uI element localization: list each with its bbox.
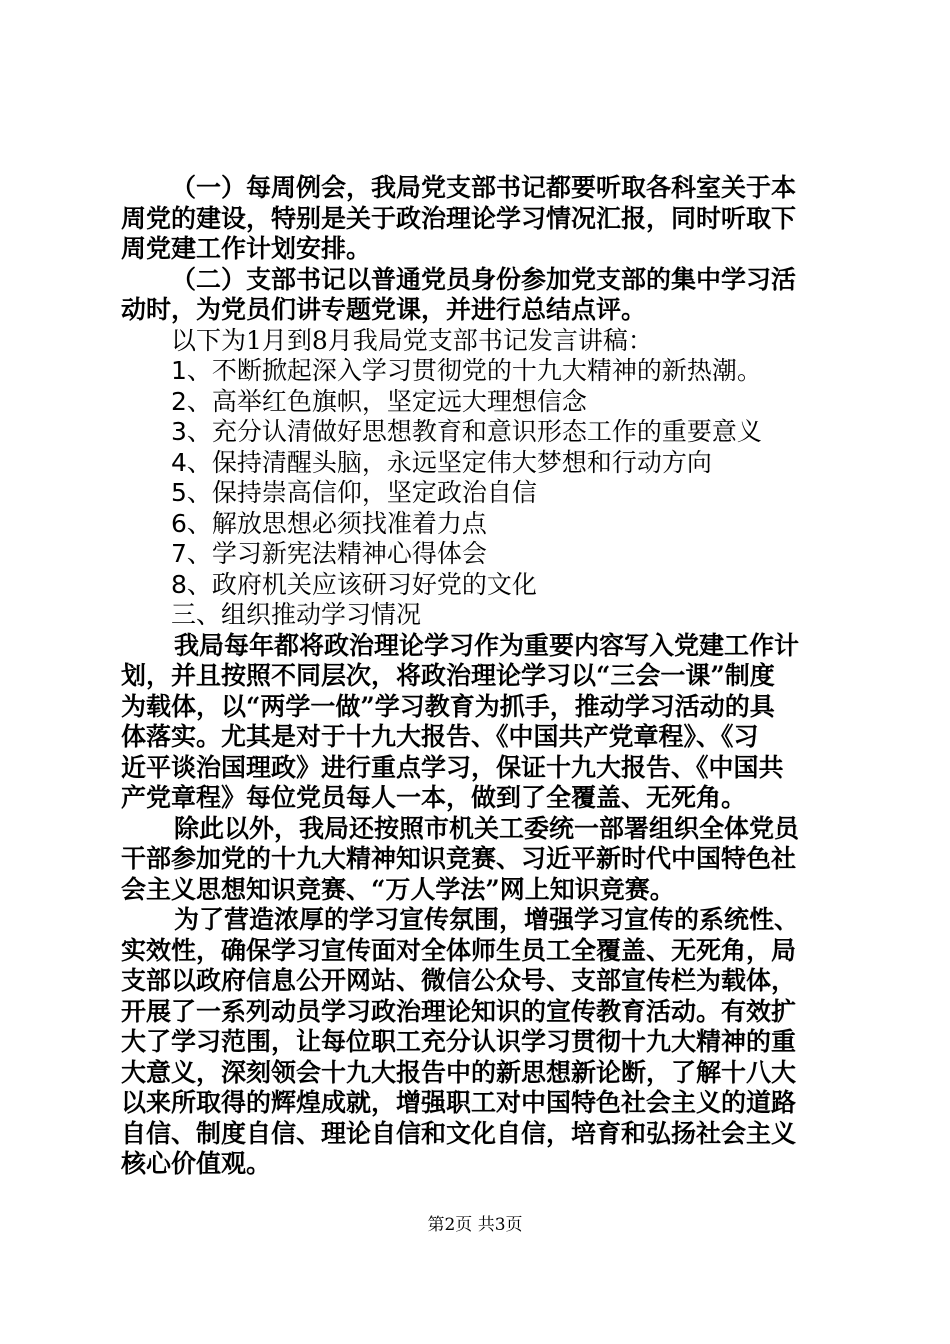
paragraph-publicity [121, 905, 831, 1180]
page-number-footer: 第2页 共3页 [427, 1215, 523, 1235]
text-line: 为载体，以“两学一做”学习教育为抓手，推动学习活动的具 [121, 691, 775, 721]
speech-list-item: 1、不断掀起深入学习贯彻党的十九大精神的新热潮。 [171, 356, 762, 385]
text-line: 近平谈治国理政》进行重点学习，保证十九大报告、《中国共 [121, 752, 784, 782]
text-line: 自信、制度自信、理论自信和文化自信，培育和弘扬社会主义 [121, 1118, 797, 1148]
text-line: 开展了一系列动员学习政治理论知识的宣传教育活动。有效扩 [121, 996, 797, 1026]
text-line: 会主义思想知识竞赛、“万人学法”网上知识竞赛。 [121, 874, 675, 904]
text-line: 动时，为党员们讲专题党课，并进行总结点评。 [121, 295, 647, 324]
speech-list-item: 2、高举红色旗帜，坚定远大理想信念 [171, 386, 587, 416]
text-line: 周党建工作计划安排。 [121, 234, 372, 263]
text-line: 我局每年都将政治理论学习作为重要内容写入党建工作计 [174, 630, 800, 660]
text-line: 实效性，确保学习宣传面对全体师生员工全覆盖、无死角，局 [121, 935, 797, 965]
speech-list-item: 8、政府机关应该研习好党的文化 [171, 569, 537, 599]
paragraph-knowledge-contest [121, 814, 831, 906]
speech-list-intro: 以下为1月到8月我局党支部书记发言讲稿： [171, 325, 653, 355]
speech-list [121, 356, 831, 600]
speech-list-item: 5、保持崇高信仰，坚定政治自信 [171, 478, 537, 507]
paragraph-weekly-meeting [121, 173, 831, 265]
section-heading: 三、组织推动学习情况 [171, 600, 422, 629]
text-line: （二）支部书记以普通党员身份参加党支部的集中学习活 [171, 264, 797, 294]
text-line: 划，并且按照不同层次，将政治理论学习以“三会一课”制度 [121, 661, 775, 690]
text-line: 以来所取得的辉煌成就，增强职工对中国特色社会主义的道路 [121, 1088, 797, 1117]
text-line: 为了营造浓厚的学习宣传氛围，增强学习宣传的系统性、 [174, 905, 800, 934]
text-line: 核心价值观。 [121, 1149, 272, 1178]
paragraph-study-plan [121, 631, 831, 814]
text-line: 体落实。尤其是对于十九大报告、《中国共产党章程》、《习 [121, 722, 759, 751]
text-line: 大了学习范围，让每位职工充分认识学习贯彻十九大精神的重 [121, 1027, 797, 1056]
speech-list-item: 3、充分认清做好思想教育和意识形态工作的重要意义 [171, 417, 762, 446]
speech-list-item: 6、解放思想必须找准着力点 [171, 508, 487, 538]
speech-list-item: 4、保持清醒头脑，永远坚定伟大梦想和行动方向 [171, 447, 712, 477]
text-line: （一）每周例会，我局党支部书记都要听取各科室关于本 [171, 173, 797, 202]
document-body [121, 173, 831, 1180]
text-line: 周党的建设，特别是关于政治理论学习情况汇报，同时听取下 [121, 203, 797, 233]
speech-list-item: 7、学习新宪法精神心得体会 [171, 539, 487, 568]
paragraph-party-lecture [121, 265, 831, 326]
text-line: 干部参加党的十九大精神知识竞赛、习近平新时代中国特色社 [121, 844, 797, 873]
text-line: 产党章程》每位党员每人一本，做到了全覆盖、无死角。 [121, 783, 747, 812]
text-line: 支部以政府信息公开网站、微信公众号、支部宣传栏为载体， [121, 966, 797, 995]
text-line: 大意义，深刻领会十九大报告中的新思想新论断，了解十八大 [121, 1057, 797, 1087]
text-line: 除此以外，我局还按照市机关工委统一部署组织全体党员 [174, 813, 800, 843]
